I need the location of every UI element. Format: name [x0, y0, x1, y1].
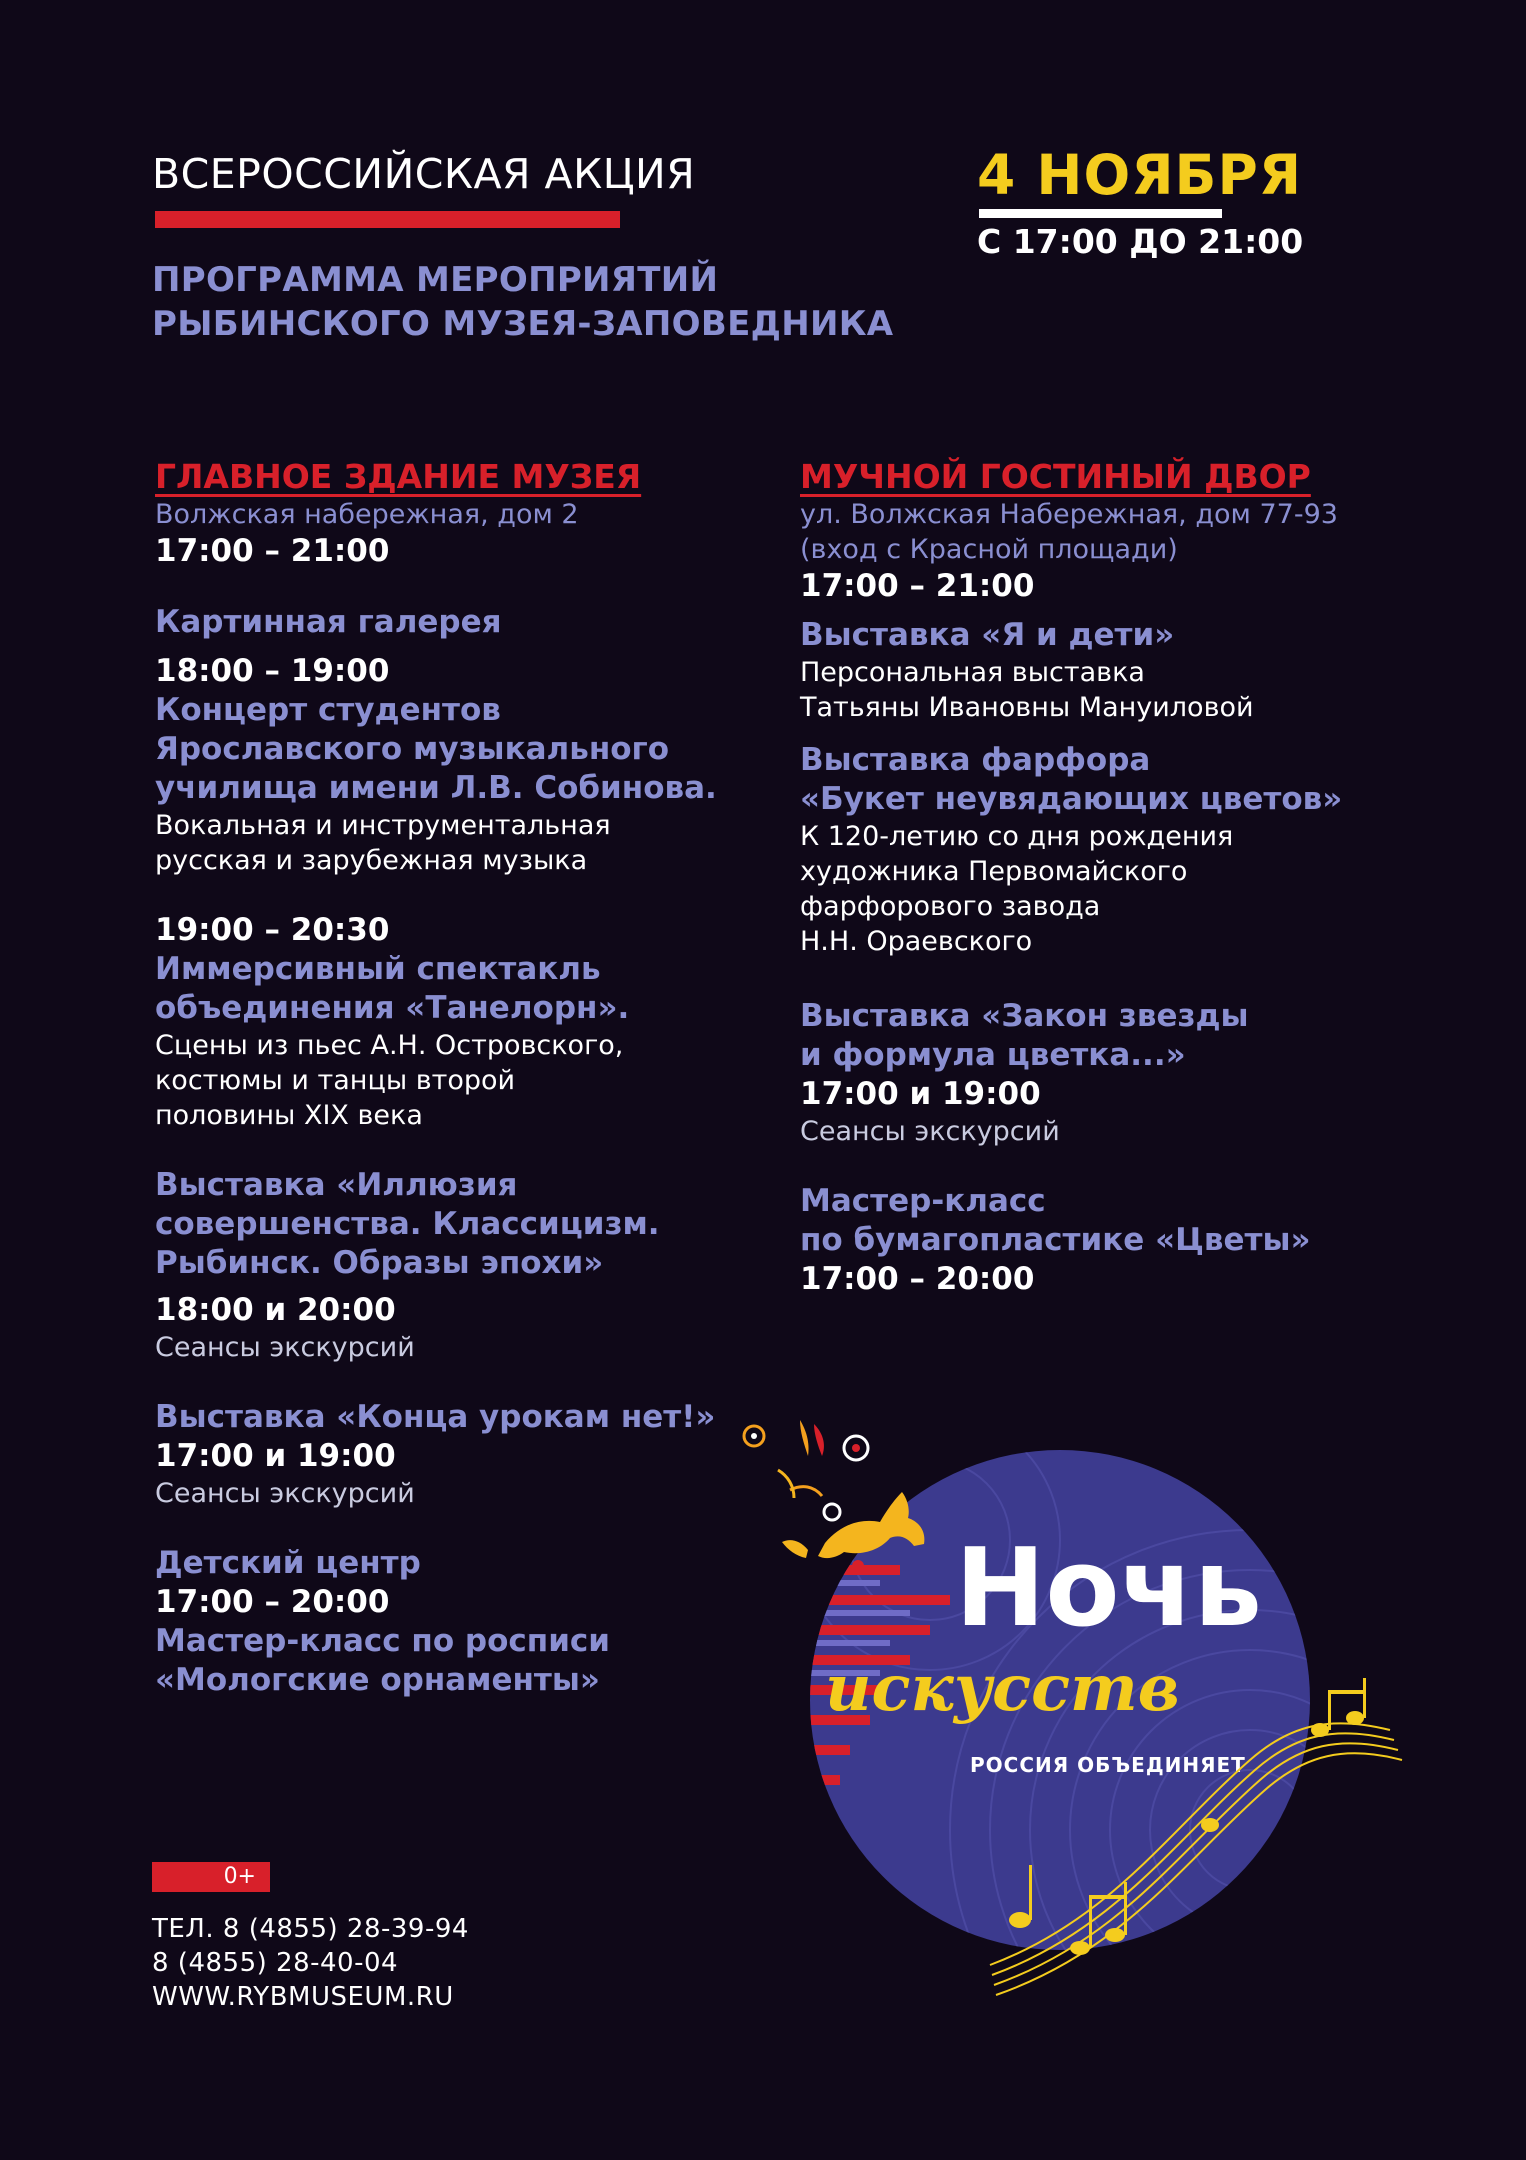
gallery-heading: Картинная галерея — [155, 604, 502, 640]
age-rating-label: 0+ — [223, 1864, 256, 1889]
flour-court-hours: 17:00 – 21:00 — [800, 568, 1035, 604]
performance-desc-1: Сцены из пьес А.Н. Островского, — [155, 1030, 624, 1061]
venue-main-building: ГЛАВНОЕ ЗДАНИЕ МУЗЕЯ — [155, 457, 642, 496]
kids-masterclass-2: «Мологские орнаменты» — [155, 1662, 600, 1698]
kids-center-time: 17:00 – 20:00 — [155, 1584, 390, 1620]
star-law-time: 17:00 и 19:00 — [800, 1076, 1041, 1112]
venue-flour-court: МУЧНОЙ ГОСТИНЫЙ ДВОР — [800, 457, 1311, 496]
porcelain-desc-1: К 120-летию со дня рождения — [800, 821, 1234, 852]
venue-address: Волжская набережная, дом 2 — [155, 499, 579, 530]
date-underline — [979, 209, 1222, 218]
website-link[interactable]: WWW.RYBMUSEUM.RU — [152, 1982, 454, 2012]
paper-masterclass-1: Мастер-класс — [800, 1183, 1046, 1219]
illusion-time: 18:00 и 20:00 — [155, 1292, 396, 1328]
event-time-range: С 17:00 ДО 21:00 — [977, 222, 1304, 261]
star-law-title-2: и формула цветка...» — [800, 1037, 1186, 1073]
contacts — [152, 1912, 469, 2014]
performance-time: 19:00 – 20:30 — [155, 912, 390, 948]
porcelain-desc-2: художника Первомайского — [800, 856, 1188, 887]
event-date: 4 НОЯБРЯ — [977, 143, 1303, 207]
program-line-2: РЫБИНСКОГО МУЗЕЯ-ЗАПОВЕДНИКА — [152, 304, 894, 344]
logo-slogan: РОССИЯ ОБЪЕДИНЯЕТ — [970, 1753, 1246, 1777]
porcelain-title-2: «Букет неувядающих цветов» — [800, 781, 1343, 817]
paper-masterclass-time: 17:00 – 20:00 — [800, 1261, 1035, 1297]
concert-title-2: Ярославского музыкального — [155, 731, 670, 767]
children-exhibit-title: Выставка «Я и дети» — [800, 617, 1175, 653]
performance-desc-2: костюмы и танцы второй — [155, 1065, 516, 1096]
concert-title-1: Концерт студентов — [155, 692, 501, 728]
illusion-title-3: Рыбинск. Образы эпохи» — [155, 1245, 604, 1281]
program-line-1: ПРОГРАММА МЕРОПРИЯТИЙ — [152, 260, 719, 300]
floral-ornament-icon — [744, 1420, 868, 1520]
children-exhibit-desc-2: Татьяны Ивановны Мануиловой — [800, 692, 1254, 723]
concert-desc-2: русская и зарубежная музыка — [155, 845, 588, 876]
lessons-time: 17:00 и 19:00 — [155, 1438, 396, 1474]
illusion-title-1: Выставка «Иллюзия — [155, 1167, 518, 1203]
lessons-desc: Сеансы экскурсий — [155, 1478, 415, 1509]
main-building-section — [155, 457, 755, 1700]
flour-court-address-2: (вход с Красной площади) — [800, 534, 1178, 565]
performance-title-2: объединения «Танелорн». — [155, 990, 630, 1026]
porcelain-title-1: Выставка фарфора — [800, 742, 1151, 778]
porcelain-desc-4: Н.Н. Ораевского — [800, 926, 1033, 957]
flour-court-address-1: ул. Волжская Набережная, дом 77-93 — [800, 499, 1338, 530]
paper-masterclass-2: по бумагопластике «Цветы» — [800, 1222, 1311, 1258]
performance-title-1: Иммерсивный спектакль — [155, 951, 601, 987]
star-law-desc: Сеансы экскурсий — [800, 1116, 1060, 1147]
program-title — [152, 258, 893, 346]
night-of-arts-logo — [730, 1400, 1410, 2020]
header-red-bar — [155, 211, 620, 228]
kids-center-heading: Детский центр — [155, 1545, 421, 1581]
phone-1: ТЕЛ. 8 (4855) 28-39-94 — [152, 1914, 469, 1944]
illusion-desc: Сеансы экскурсий — [155, 1332, 415, 1363]
star-law-title-1: Выставка «Закон звезды — [800, 998, 1249, 1034]
children-exhibit-desc-1: Персональная выставка — [800, 657, 1145, 688]
porcelain-desc-3: фарфорового завода — [800, 891, 1101, 922]
campaign-title: ВСЕРОССИЙСКАЯ АКЦИЯ — [152, 150, 696, 198]
lessons-title: Выставка «Конца урокам нет!» — [155, 1399, 716, 1435]
logo-title: Ночь — [955, 1526, 1263, 1651]
flour-court-section — [800, 457, 1420, 1299]
venue-hours: 17:00 – 21:00 — [155, 533, 390, 569]
concert-time: 18:00 – 19:00 — [155, 653, 390, 689]
concert-desc-1: Вокальная и инструментальная — [155, 810, 611, 841]
kids-masterclass-1: Мастер-класс по росписи — [155, 1623, 611, 1659]
illusion-title-2: совершенства. Классицизм. — [155, 1206, 660, 1242]
performance-desc-3: половины XIX века — [155, 1100, 423, 1131]
logo-subtitle: искусств — [825, 1651, 1180, 1726]
age-rating-badge — [152, 1862, 270, 1892]
concert-title-3: училища имени Л.В. Собинова. — [155, 770, 717, 806]
phone-2: 8 (4855) 28-40-04 — [152, 1948, 399, 1978]
